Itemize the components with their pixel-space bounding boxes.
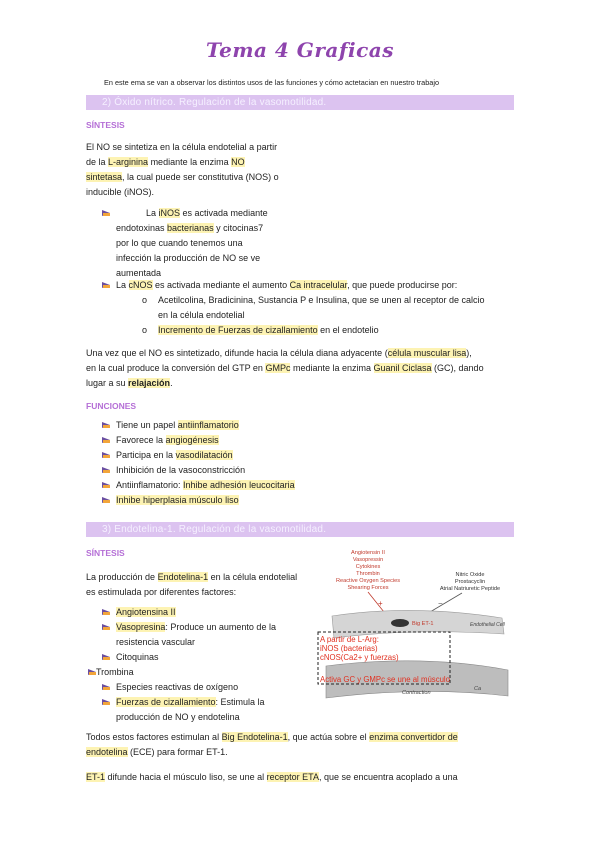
- bullet-arrow-icon: [102, 281, 116, 289]
- bullet-arrow-icon: [102, 653, 116, 661]
- list-item: Vasopresina: Produce un aumento de la resistencia vascular: [102, 620, 312, 650]
- annotation-line: cNOS(Ca2+ y fuerzas): [320, 653, 399, 662]
- paragraph-no-diffusion: Una vez que el NO es sintetizado, difunde hacia la célula diana adyacente (célula muscular lisa), en la cual produce la conversión del GTP en GMPc mediante la enzima Guanil Ciclasa (GC), dando lugar a su relajación.: [86, 348, 484, 388]
- contraction-label: Contraction: [402, 690, 431, 696]
- circle-bullet-icon: o: [142, 325, 148, 335]
- circle-bullet-icon: o: [142, 295, 148, 305]
- bullet-arrow-icon: [102, 608, 116, 616]
- paragraph-et1: ET-1 difunde hacia el músculo liso, se une al receptor ETA, que se encuentra acoplado a una: [86, 772, 458, 782]
- stimulus-label: Cytokines: [355, 564, 381, 570]
- inhibitor-label: Nitric Oxide: [455, 572, 485, 578]
- bullet-arrow-icon: [102, 698, 116, 706]
- sintesis-label-2: SÍNTESIS: [86, 548, 125, 558]
- annotation-line: Activa GC y GMPc se une al músculo: [320, 675, 450, 684]
- bullet-arrow-icon: [102, 466, 116, 474]
- funciones-label: FUNCIONES: [86, 401, 137, 411]
- bullet-arrow-icon: [102, 209, 116, 217]
- plus-sign: +: [378, 599, 383, 608]
- ca-label: Ca: [474, 686, 482, 692]
- big-et1-label: Big ET-1: [412, 621, 434, 627]
- endothelin-diagram: [312, 546, 512, 711]
- sintesis-label: SÍNTESIS: [86, 120, 125, 130]
- paragraph-endotelina-production: La producción de Endotelina-1 en la célula endotelial es estimulada por diferentes factores:: [86, 572, 298, 597]
- list-item: Participa en la vasodilatación: [102, 448, 502, 463]
- funciones-list: [102, 418, 502, 508]
- stimulus-label: Shearing Forces: [347, 585, 389, 591]
- sub-bullet-acetilcolina: o Acetilcolina, Bradicinina, Sustancia P e Insulina, que se unen al receptor de calcio en la célula endotelial: [142, 295, 485, 320]
- section-heading-endotelina: 3) Endotelina-1. Regulación de la vasomotilidad.: [86, 522, 514, 537]
- bullet-cnos: La cNOS es activada mediante el aumento Ca intracelular, que puede producirse por:: [102, 278, 522, 293]
- paragraph-synthesis-no: El NO se sintetiza en la célula endotelial a partir de la L-arginina mediante la enzima NO sintetasa, la cual puede ser constitutiva (NOS) o inducible (iNOS).: [86, 142, 279, 197]
- list-item: Especies reactivas de oxígeno: [102, 680, 312, 695]
- list-item: Angiotensina II: [102, 605, 312, 620]
- bullet-inos: La iNOS es activada mediante endotoxinas bacterianas y citocinas7 por lo que cuando tenemos una infección la producción de NO se ve aumentada: [102, 206, 304, 281]
- stimulus-label: Vasopressin: [352, 557, 384, 563]
- intro-text: En este ema se van a observar los distintos usos de las funciones y cómo actetacian en nuestro trabajo: [104, 78, 440, 87]
- list-item: Inhibición de la vasoconstricción: [102, 463, 502, 478]
- list-item: Tiene un papel antiinflamatorio: [102, 418, 502, 433]
- bullet-arrow-icon: [88, 668, 96, 676]
- bullet-arrow-icon: [102, 436, 116, 444]
- bullet-arrow-icon: [102, 451, 116, 459]
- big-et1-granule: [391, 619, 409, 627]
- endothelial-cell-label: Endothelial Cell: [470, 622, 505, 628]
- stimulus-label: Angiotensin II: [351, 550, 385, 556]
- list-item: Citoquinas: [102, 650, 312, 665]
- paragraph-big-endotelina: Todos estos factores estimulan al Big Endotelina-1, que actúa sobre el enzima convertidor de endotelina (ECE) para formar ET-1.: [86, 732, 458, 757]
- annotation-line: A partir de L-Arg:: [320, 635, 379, 644]
- bullet-arrow-icon: [102, 421, 116, 429]
- bullet-arrow-icon: [102, 623, 116, 631]
- list-item: Antiinflamatorio: Inhibe adhesión leucocitaria: [102, 478, 502, 493]
- sub-bullet-cizallamiento: o Incremento de Fuerzas de cizallamiento en el endotelio: [142, 323, 522, 338]
- factores-list: [96, 605, 312, 725]
- bullet-arrow-icon: [102, 496, 116, 504]
- list-item: Inhibe hiperplasia músculo liso: [102, 493, 502, 508]
- inhibitor-label: Atrial Natriuretic Peptide: [439, 586, 501, 592]
- stimulus-label: Thrombin: [356, 571, 380, 577]
- inhibitor-arrow: [430, 593, 462, 612]
- inhibitor-label: Prostacyclin: [454, 579, 486, 585]
- bullet-arrow-icon: [102, 683, 116, 691]
- list-item: Trombina: [88, 665, 312, 680]
- section-heading-nitric-oxide: 2) Óxido nítrico. Regulación de la vasomotilidad.: [86, 95, 514, 110]
- page-title: Tema 4 Graficas: [206, 38, 394, 62]
- bullet-arrow-icon: [102, 481, 116, 489]
- annotation-line: iNOS (bacterias): [320, 644, 378, 653]
- list-item: Favorece la angiogénesis: [102, 433, 502, 448]
- stimulus-label: Reactive Oxygen Species: [335, 578, 401, 584]
- list-item: Fuerzas de cizallamiento: Estimula la producción de NO y endotelina: [102, 695, 312, 725]
- minus-sign: −: [438, 599, 443, 608]
